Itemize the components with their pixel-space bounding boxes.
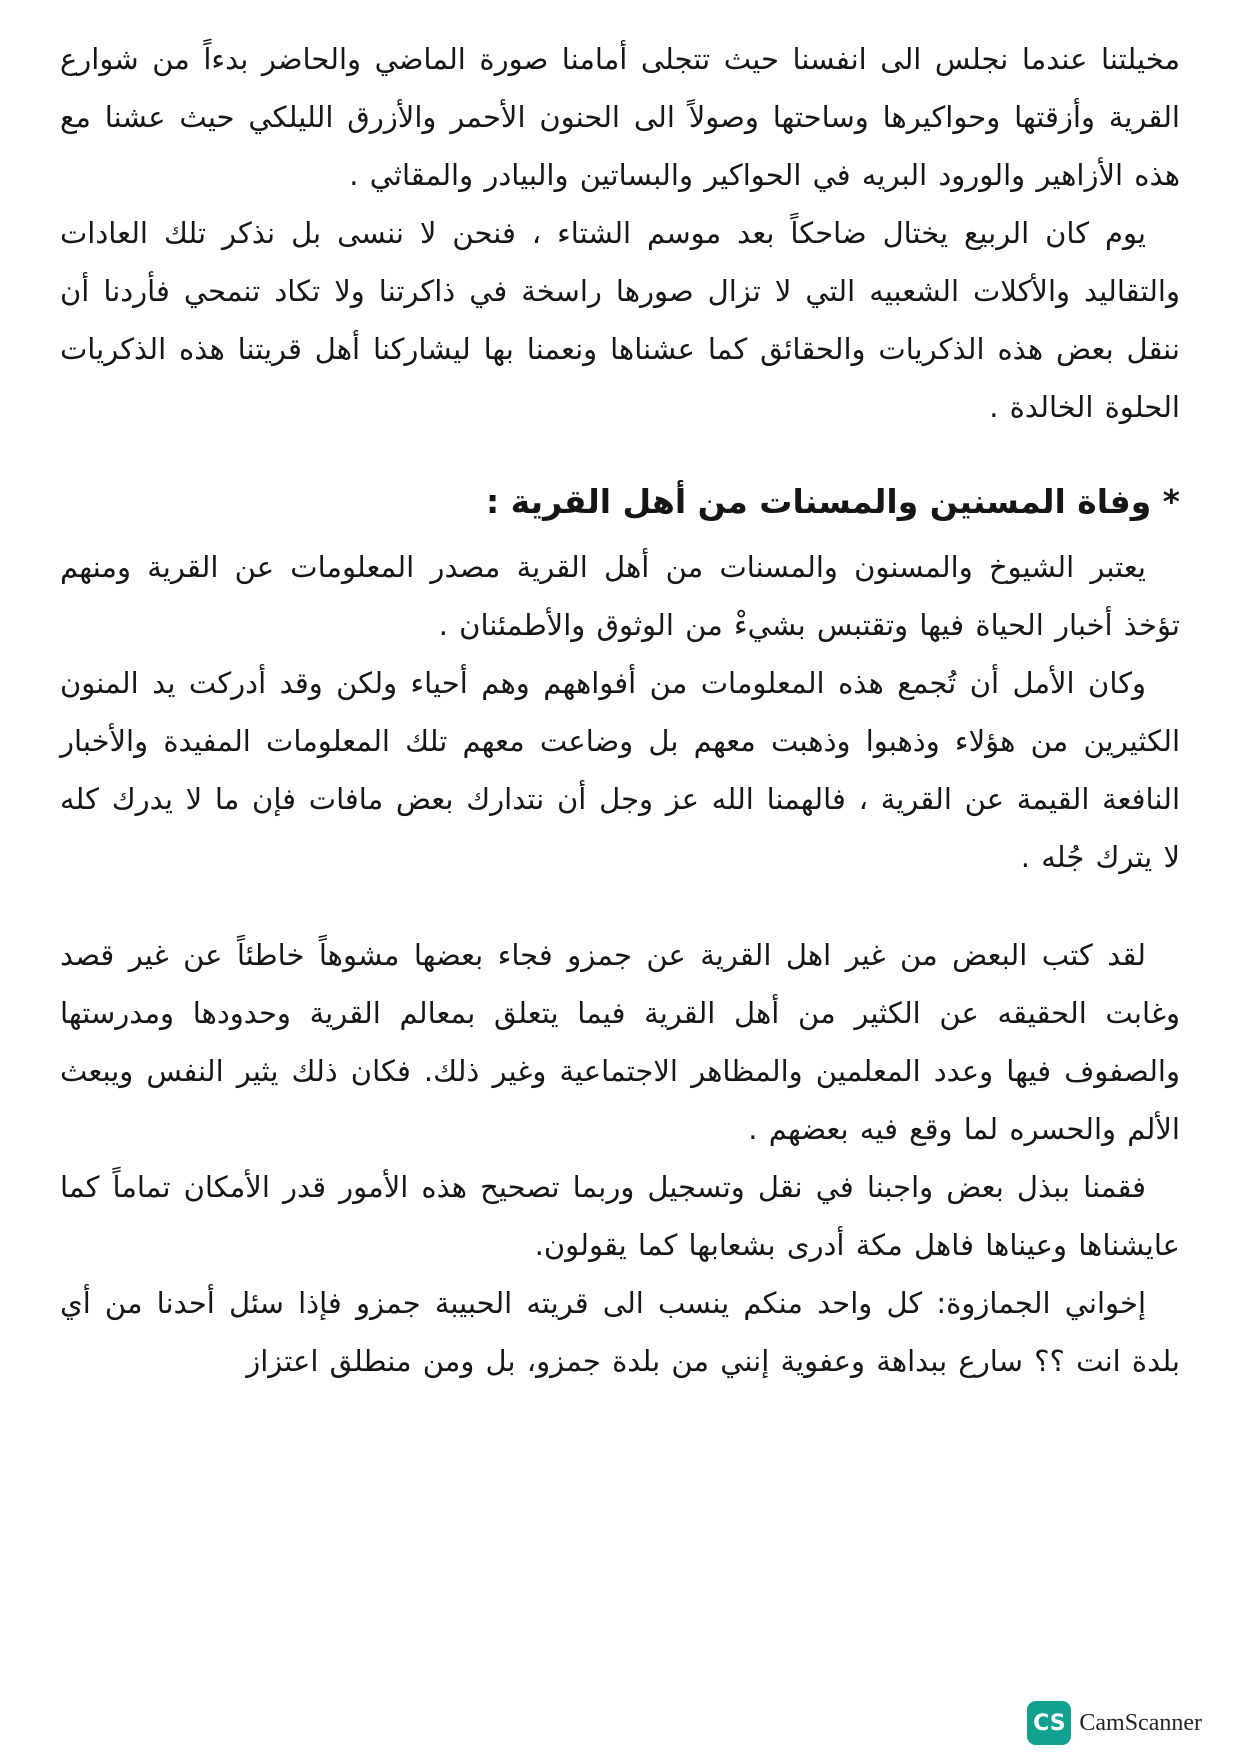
paragraph-others-wrote: لقد كتب البعض من غير اهل القرية عن جمزو فجاء بعضها مشوهاً خاطئاً عن غير قصد وغابت الحقيقه عن الكثير من أهل القرية فيما يتعلق بمعالم القرية وحدودها ومدرستها والصفوف فيها وعدد المعلمين والمظاهر الاجتماعية وغير ذلك. فكان ذلك يثير النفس ويبعث الألم والحسره لما وقع فيه بعضهم . — [60, 938, 1180, 1146]
paragraph-elders-hope: وكان الأمل أن تُجمع هذه المعلومات من أفواههم وهم أحياء ولكن وقد أدركت يد المنون الكثيرين من هؤلاء وذهبوا وذهبت معهم بل وضاعت معهم تلك المعلومات المفيدة والأخبار النافعة القيمة عن القرية ، فالهمنا الله عز وجل أن نتدارك بعض مافات فإن ما لا يدرك كله لا يترك جُله . — [60, 666, 1180, 874]
camscanner-label: CamScanner — [1079, 1709, 1202, 1736]
paragraph-gap — [60, 886, 1180, 926]
camscanner-logo-icon: CS — [1027, 1701, 1071, 1745]
paragraph-memories: مخيلتنا عندما نجلس الى انفسنا حيث تتجلى أمامنا صورة الماضي والحاضر بدءاً من شوارع القرية وأزقتها وحواكيرها وساحتها وصولاً الى الحنون الأحمر والأزرق الليلكي حيث عشنا مع هذه الأزاهير والورود البريه في الحواكير والبساتين والبيادر والمقاثي . — [60, 42, 1180, 192]
paragraph-elders-source: يعتبر الشيوخ والمسنون والمسنات من أهل القرية مصدر المعلومات عن القرية ومنهم تؤخذ أخبار الحياة فيها وتقتبس بشيءْ من الوثوق والأطمئنان . — [60, 550, 1180, 642]
paragraph-spring: يوم كان الربيع يختال ضاحكاً بعد موسم الشتاء ، فنحن لا ننسى بل نذكر تلك العادات والتقاليد والأكلات الشعبيه التي لا تزال صورها راسخة في ذاكرتنا ولا تكاد تنمحي فأردنا أن ننقل بعض هذه الذكريات والحقائق كما عشناها ونعمنا بها ليشاركنا أهل قريتنا هذه الذكريات الحلوة الخالدة . — [60, 216, 1180, 424]
camscanner-watermark — [1027, 1701, 1202, 1745]
document-page — [60, 30, 1180, 1390]
paragraph-our-duty: فقمنا ببذل بعض واجبنا في نقل وتسجيل وربما تصحيح هذه الأمور قدر الأمكان تماماً كما عايشناها وعيناها فاهل مكة أدرى بشعابها كما يقولون. — [60, 1170, 1180, 1262]
paragraph-brothers: إخواني الجمازوة: كل واحد منكم ينسب الى قريته الحبيبة جمزو فإذا سئل أحدنا من أي بلدة انت ؟؟ سارع ببداهة وعفوية إنني من بلدة جمزو، بل ومن منطلق اعتزاز — [60, 1286, 1180, 1378]
section-heading: * وفاة المسنين والمسنات من أهل القرية : — [485, 482, 1180, 521]
